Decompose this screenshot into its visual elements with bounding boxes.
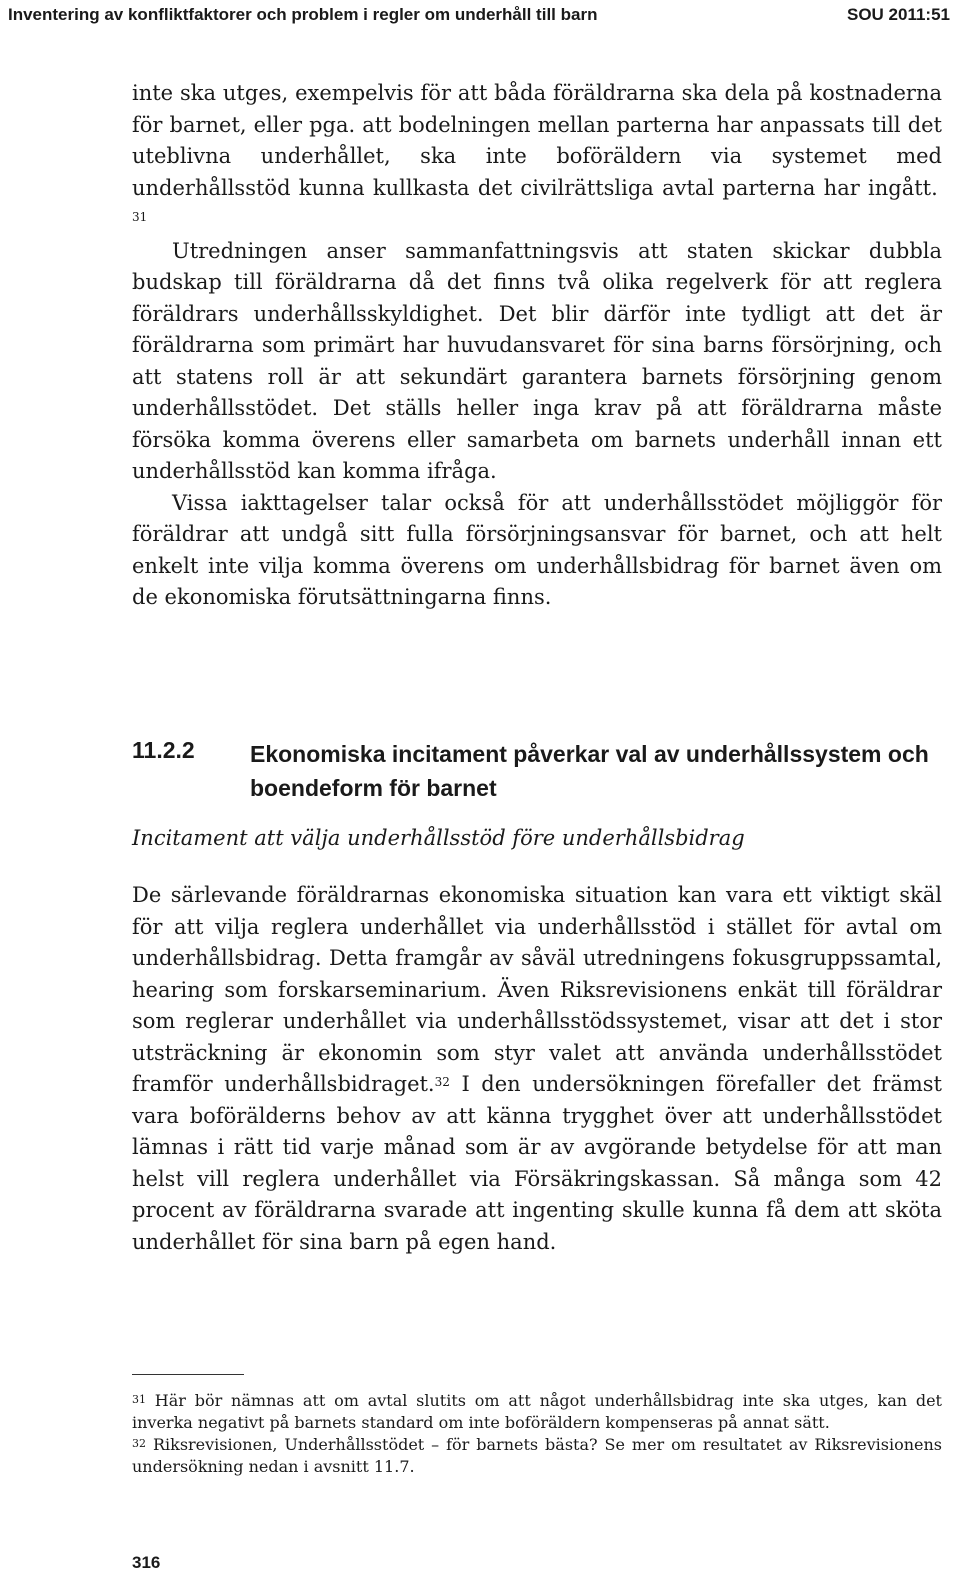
footnote-32 <box>132 1434 942 1478</box>
paragraph-observations: Vissa iakttagelser talar också för att underhållsstödet möjliggör för föräldrar att undgå sitt fulla försörjningsansvar för barnet, och att helt enkelt inte vilja komma överens om underhållsbidrag för barnet även om de ekonomiska förutsättningarna finns. <box>132 490 942 609</box>
paragraph-text-continued: I den undersökningen förefaller det främst vara boförälderns behov av att känna trygghet över att underhållsstödet lämnas i rätt tid varje månad som är av avgörande betydelse för att man helst vill reglera underhållet via Försäkringskassan. Så många som 42 procent av föräldrarna svarade att ingenting skulle kunna få dem att sköta underhållet för sina barn på egen hand. <box>132 1072 942 1254</box>
paragraph-text: inte ska utges, exempelvis för att båda föräldrarna ska dela på kostnaderna för barnet, eller pga. att bodelningen mellan parterna har anpassats till det uteblivna underhållet, ska inte boföräldern via systemet med underhållsstöd kunna kullkasta det civilrättsliga avtal parterna har ingått. <box>132 81 942 200</box>
subheading: Incitament att välja underhållsstöd före underhållsbidrag <box>132 826 745 850</box>
paragraph-summary: Utredningen anser sammanfattningsvis att staten skickar dubbla budskap till föräldrarna då det finns två olika regelverk för att reglera föräldrars underhållsskyldighet. Det blir därför inte tydligt att det är föräldrarna som primärt har huvudansvaret för sina barns försörjning, och att statens roll är att sekundärt garantera barnets försörjning genom underhållsstödet. Det ställs heller inga krav på att föräldrarna måste försöka komma överens eller samarbeta om barnets underhåll innan ett underhållsstöd kan komma ifråga. <box>132 238 942 483</box>
section-number: 11.2.2 <box>132 737 195 763</box>
section-heading: Ekonomiska incitament påverkar val av underhållssystem och boendeform för barnet <box>250 741 929 801</box>
paragraph-incentives <box>132 880 942 1258</box>
footnote-mark: 31 <box>132 1393 146 1406</box>
footnote-ref-31[interactable]: 31 <box>132 210 148 224</box>
running-header-title: Inventering av konfliktfaktorer och problem i regler om underhåll till barn <box>8 5 598 24</box>
footnote-mark: 32 <box>132 1437 146 1450</box>
footnote-text: Här bör nämnas att om avtal slutits om att något underhållsbidrag inte ska utges, kan det inverka negativt på barnets standard om inte boföräldern kompenseras på annat sätt. <box>132 1391 942 1432</box>
paragraph-text: De särlevande föräldrarnas ekonomiska situation kan vara ett viktigt skäl för att vilja reglera underhållet via underhållsstöd i stället för avtal om underhållsbidrag. Detta framgår av såväl utredningens fokusgruppssamtal, hearing som forskarseminarium. Även Riksrevisionens enkät till föräldrar som reglerar underhållet via underhållsstödssystemet, visar att det i stor utsträckning är ekonomin som styr valet att använda underhållsstödet framför underhållsbidraget. <box>132 883 942 1096</box>
report-series-number: SOU 2011:51 <box>846 5 950 24</box>
footnote-divider <box>132 1374 244 1375</box>
running-header <box>0 0 960 36</box>
footnote-text: Riksrevisionen, Underhållsstödet – för barnets bästa? Se mer om resultatet av Riksrevisionens undersökning nedan i avsnitt 11.7. <box>132 1435 942 1476</box>
body-text-upper <box>132 78 942 614</box>
body-text-lower <box>132 880 942 1258</box>
footnotes <box>132 1390 942 1478</box>
footnote-ref-32[interactable]: 32 <box>434 1075 450 1089</box>
footnote-31 <box>132 1390 942 1434</box>
page-number: 316 <box>132 1553 161 1572</box>
paragraph-continued <box>132 78 942 236</box>
